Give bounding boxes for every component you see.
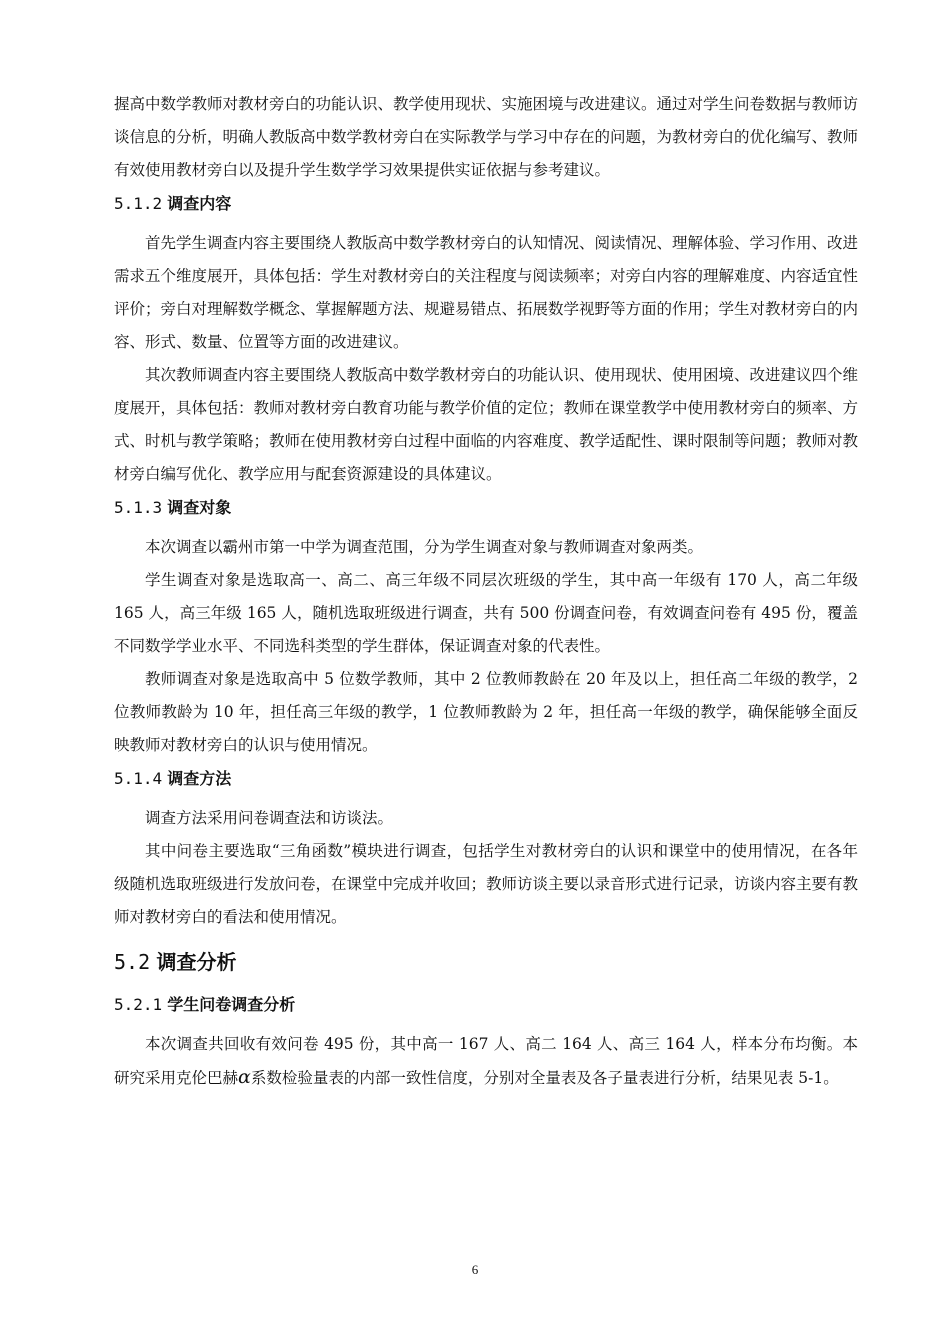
document-page (114, 88, 858, 1095)
section-title: 调查分析 (156, 950, 237, 974)
section-number: 5.2 (114, 950, 151, 974)
paragraph: 首先学生调查内容主要围绕人教版高中数学教材旁白的认知情况、阅读情况、理解体验、学习作用、改进需求五个维度展开，具体包括：学生对教材旁白的关注程度与阅读频率；对旁白内容的理解难度、内容适宜性评价；旁白对理解数学概念、掌握解题方法、规避易错点、拓展数学视野等方面的作用；学生对教材旁白的内容、形式、数量、位置等方面的改进建议。 (114, 234, 859, 351)
section-title: 学生问卷调查分析 (167, 995, 296, 1014)
page-number: 6 (471, 1262, 479, 1277)
section-5-2-1-heading (114, 988, 858, 1022)
paragraph: 调查方法采用问卷调查法和访谈法。 (145, 809, 394, 827)
section-number: 5.1.2 (114, 194, 163, 213)
intro-continuation-paragraph: 握高中数学教师对教材旁白的功能认识、教学使用现状、实施困境与改进建议。通过对学生问卷数据与教师访谈信息的分析，明确人教版高中数学教材旁白在实际教学与学习中存在的问题，为教材旁白的优化编写、教师有效使用教材旁白以及提升学生数学学习效果提供实证依据与参考建议。 (114, 95, 859, 179)
section-number: 5.1.3 (114, 498, 163, 517)
section-title: 调查内容 (167, 194, 232, 213)
paragraph: 本次调查以霸州市第一中学为调查范围，分为学生调查对象与教师调查对象两类。 (145, 538, 704, 556)
section-number: 5.1.4 (114, 769, 163, 788)
paragraph-text-after-alpha: 系数检验量表的内部一致性信度，分别对全量表及各子量表进行分析，结果见表 5-1。 (250, 1069, 839, 1087)
section-5-1-3-heading (114, 491, 858, 525)
section-5-1-4-heading (114, 762, 858, 796)
section-5-2-heading (114, 940, 858, 984)
paragraph: 其次教师调查内容主要围绕人教版高中数学教材旁白的功能认识、使用现状、使用困境、改进建议四个维度展开，具体包括：教师对教材旁白教育功能与教学价值的定位；教师在课堂教学中使用教材旁白的频率、方式、时机与教学策略；教师在使用教材旁白过程中面临的内容难度、教学适配性、课时限制等问题；教师对教材旁白编写优化、教学应用与配套资源建设的具体建议。 (114, 366, 859, 483)
paragraph-with-alpha (114, 1028, 858, 1095)
section-title: 调查对象 (167, 498, 232, 517)
section-title: 调查方法 (167, 769, 232, 788)
section-number: 5.2.1 (114, 995, 163, 1014)
section-5-1-2-heading (114, 187, 858, 221)
paragraph: 学生调查对象是选取高一、高二、高三年级不同层次班级的学生，其中高一年级有 170 人，高二年级 165 人，高三年级 165 人，随机选取班级进行调查，共有 500 份调查问卷，有效调查问卷有 495 份，覆盖不同数学学业水平、不同选科类型的学生群体，保证调查对象的代表性。 (114, 571, 858, 655)
paragraph-text-before-alpha: 本次调查共回收有效问卷 495 份，其中高一 167 人、高二 164 人、高三 164 人，样本分布均衡。本研究采用克伦巴赫 (114, 1035, 858, 1087)
paragraph: 其中问卷主要选取“三角函数”模块进行调查，包括学生对教材旁白的认识和课堂中的使用情况，在各年级随机选取班级进行发放问卷，在课堂中完成并收回；教师访谈主要以录音形式进行记录，访谈内容主要有教师对教材旁白的看法和使用情况。 (114, 842, 859, 926)
paragraph: 教师调查对象是选取高中 5 位数学教师，其中 2 位教师教龄在 20 年及以上，担任高二年级的教学，2 位教师教龄为 10 年，担任高三年级的教学，1 位教师教龄为 2 年，担任高一年级的教学，确保能够全面反映教师对教材旁白的认识与使用情况。 (114, 670, 858, 754)
alpha-symbol: α (238, 1066, 251, 1088)
